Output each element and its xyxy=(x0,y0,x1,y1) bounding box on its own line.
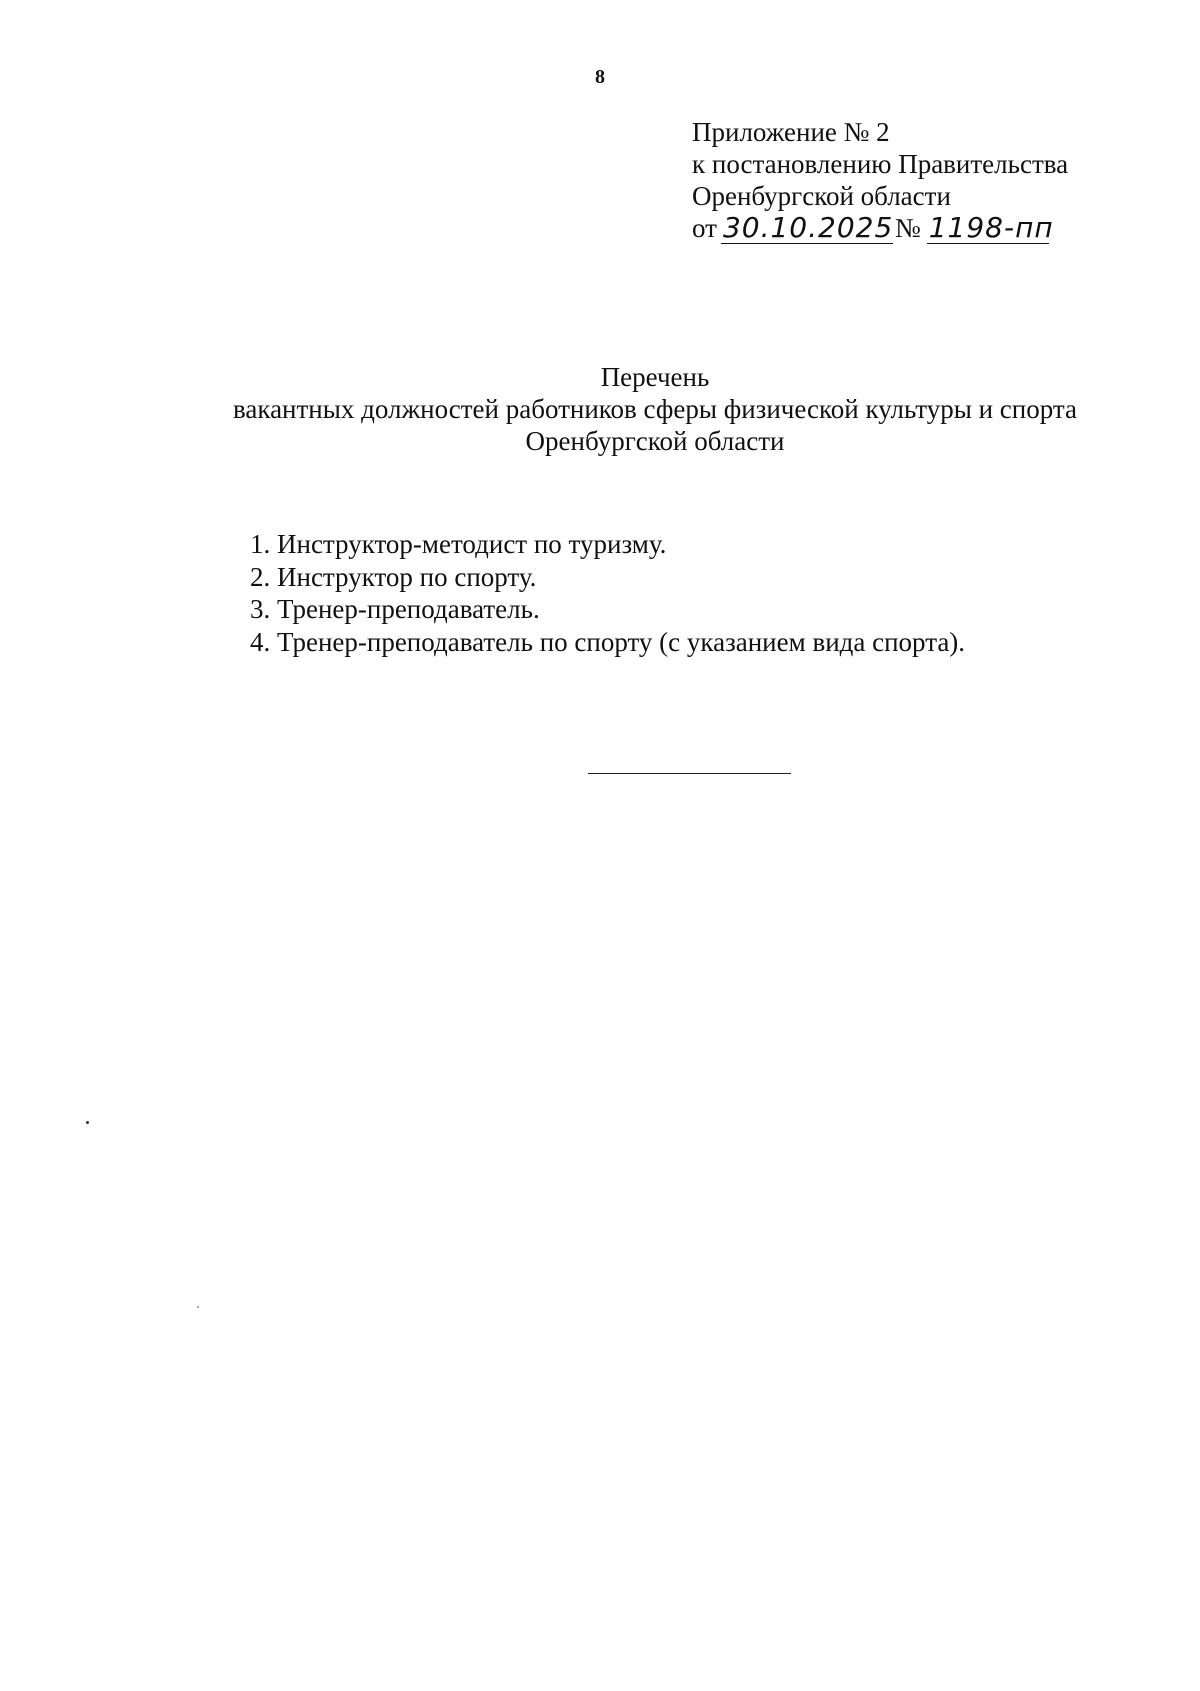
vacancy-list xyxy=(250,528,965,658)
title-line-1: Перечень xyxy=(600,362,710,392)
list-item: 2. Инструктор по спорту. xyxy=(250,561,537,592)
number-prefix: № xyxy=(894,213,921,243)
appendix-resolution-ref: к постановлению Правительства xyxy=(692,149,1069,179)
appendix-header xyxy=(692,116,1068,244)
separator-line xyxy=(588,773,791,774)
appendix-date-line xyxy=(692,212,1068,244)
scan-speck xyxy=(86,1121,89,1124)
page-number: 8 xyxy=(595,66,605,88)
scan-speck xyxy=(197,1306,199,1308)
handwritten-date: 30.10.2025 xyxy=(722,211,894,244)
date-prefix: от xyxy=(692,213,717,243)
list-item: 1. Инструктор-методист по туризму. xyxy=(250,529,667,559)
document-title xyxy=(0,361,1200,457)
list-item: 4. Тренер-преподаватель по спорту (с указанием вида спорта). xyxy=(250,626,966,657)
title-line-3: Оренбургской области xyxy=(525,426,785,456)
appendix-title: Приложение № 2 xyxy=(692,117,890,147)
list-item: 3. Тренер-преподаватель. xyxy=(250,594,540,624)
appendix-region: Оренбургской области xyxy=(692,181,951,211)
handwritten-number: 1198-пп xyxy=(928,211,1054,244)
title-line-2: вакантных должностей работников сферы физической культуры и спорта xyxy=(232,394,1077,424)
